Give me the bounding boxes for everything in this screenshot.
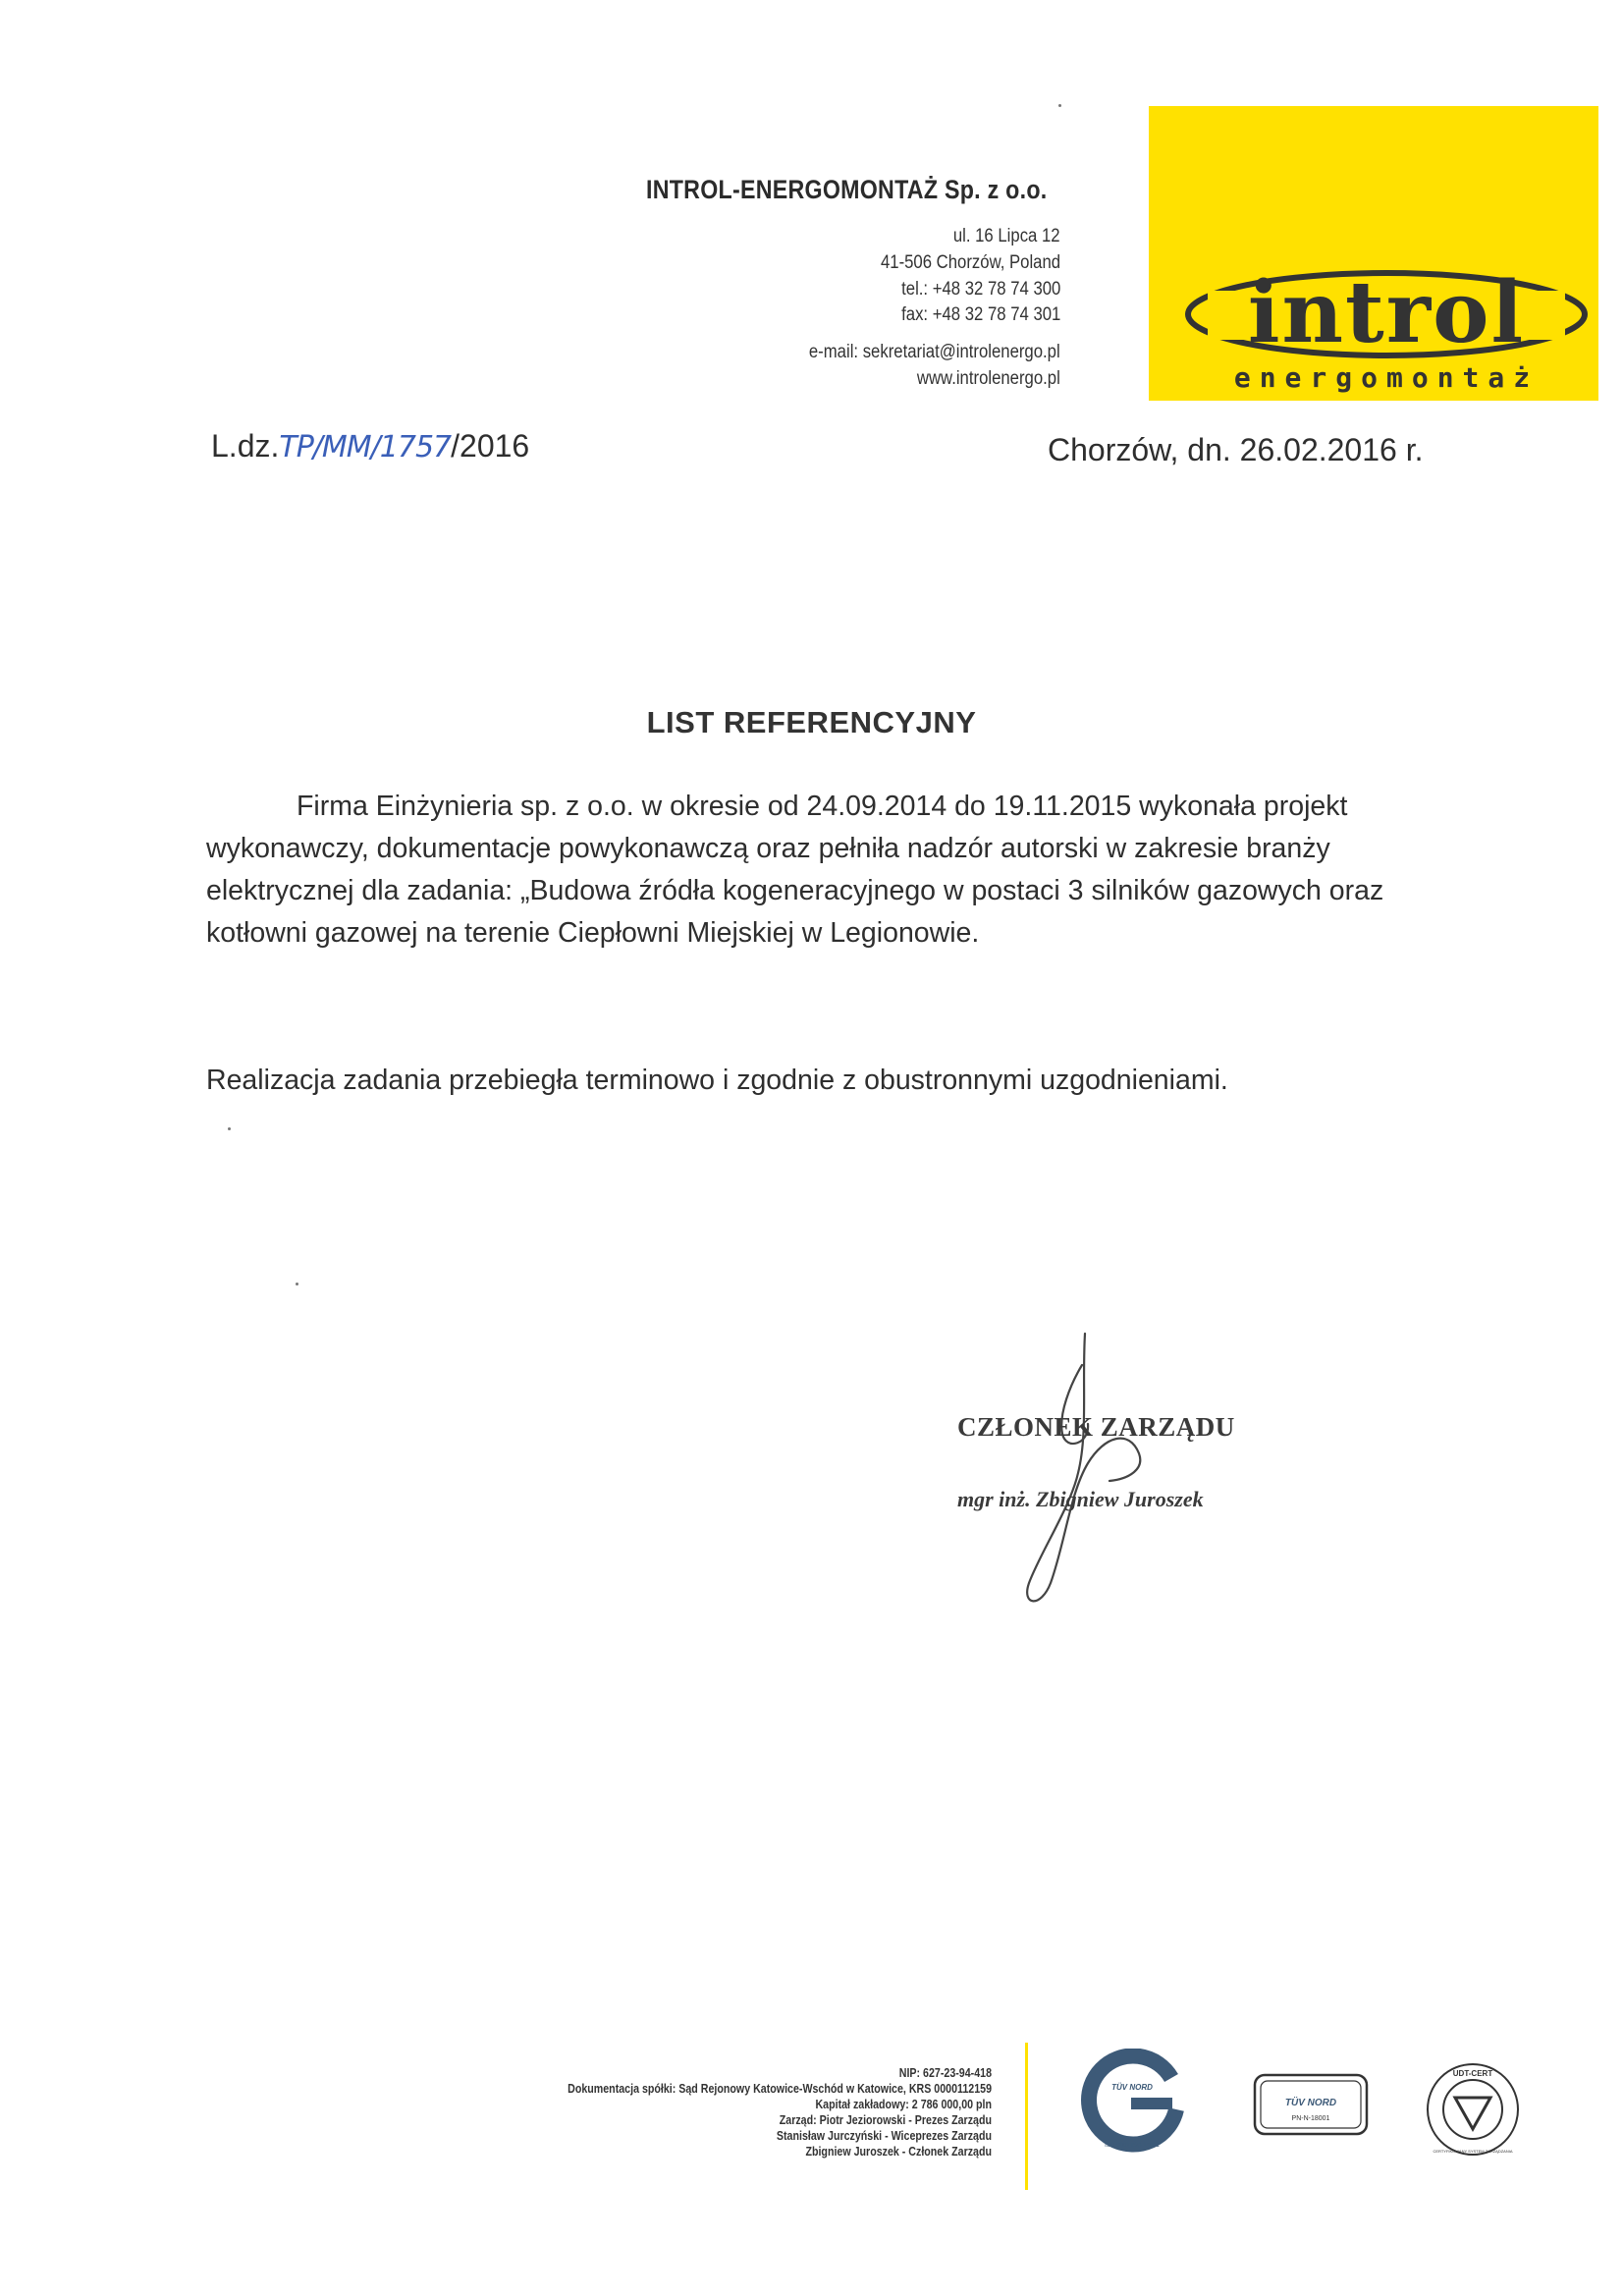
body-line: Firma Einżynieria sp. z o.o. w okresie od 24.09.2014 do 19.11.2015 wykonała projekt — [297, 791, 1348, 822]
signatory-role: CZŁONEK ZARZĄDU — [957, 1412, 1235, 1442]
company-email: e-mail: sekretariat@introlenergo.pl — [809, 342, 1060, 362]
footer-registry: Dokumentacja spółki: Sąd Rejonowy Katowice-Wschód w Katowice, KRS 0000112159 — [568, 2081, 992, 2096]
cert-1-label: TÜV NORD — [1111, 2083, 1153, 2092]
tuv-nord-certificate-icon — [1252, 2072, 1370, 2137]
reference-handwritten: TP/MM/1757 — [279, 430, 452, 465]
udt-cert-certificate-icon — [1424, 2060, 1522, 2159]
introl-logo — [1149, 106, 1598, 401]
reference-number — [211, 428, 529, 465]
svg-text:energomontaż: energomontaż — [1233, 361, 1540, 394]
footer-company-details — [484, 2065, 992, 2159]
cert-2-label: TÜV NORD — [1284, 2098, 1337, 2108]
company-website: www.introlenergo.pl — [917, 368, 1060, 389]
place-and-date: Chorzów, dn. 26.02.2016 r. — [1048, 432, 1424, 467]
body-line: kotłowni gazowej na terenie Ciepłowni Miejskiej w Legionowie. — [206, 917, 980, 949]
reference-suffix: /2016 — [451, 428, 530, 464]
body-line: elektrycznej dla zadania: „Budowa źródła kogeneracyjnego w postaci 3 silników gazowych oraz — [206, 875, 1384, 906]
closing-sentence: Realizacja zadania przebiegła terminowo i zgodnie z obustronnymi uzgodnieniami. — [206, 1065, 1228, 1096]
company-city: 41-506 Chorzów, Poland — [880, 252, 1060, 273]
footer-board-president: Zarząd: Piotr Jeziorowski - Prezes Zarządu — [779, 2112, 992, 2127]
cert-1-sub: ISO 9001 ISO 14001 — [1105, 2143, 1160, 2149]
reference-prefix: L.dz. — [211, 428, 280, 464]
scan-speck — [296, 1283, 298, 1285]
body-paragraph — [206, 786, 1443, 955]
introl-logo-icon — [1149, 106, 1598, 401]
footer-capital: Kapitał zakładowy: 2 786 000,00 pln — [815, 2097, 992, 2111]
footer-board-member: Zbigniew Juroszek - Członek Zarządu — [805, 2144, 992, 2159]
scan-speck — [228, 1127, 231, 1130]
document-title: LIST REFERENCYJNY — [646, 705, 977, 739]
cert-3-label: UDT-CERT — [1452, 2069, 1493, 2078]
signature-scribble — [972, 1326, 1227, 1620]
cert-3-sub: CERTYFIKOWANY SYSTEM ZARZĄDZANIA — [1433, 2149, 1513, 2154]
tuv-iso-certificate-icon — [1078, 2049, 1186, 2157]
svg-text:introl: introl — [1247, 263, 1526, 362]
footer-separator — [1025, 2043, 1028, 2190]
footer-nip: NIP: 627-23-94-418 — [898, 2065, 992, 2080]
company-name: INTROL-ENERGOMONTAŻ Sp. z o.o. — [646, 175, 1048, 204]
company-fax: fax: +48 32 78 74 301 — [900, 304, 1060, 325]
company-phone: tel.: +48 32 78 74 300 — [900, 279, 1060, 300]
company-street: ul. 16 Lipca 12 — [953, 226, 1060, 246]
cert-2-sub: PN-N-18001 — [1291, 2115, 1330, 2122]
body-line: wykonawczy, dokumentacje powykonawczą oraz pełniła nadzór autorski w zakresie branży — [206, 833, 1330, 864]
signatory-name: mgr inż. Zbigniew Juroszek — [957, 1487, 1204, 1511]
scan-speck — [1058, 104, 1061, 107]
footer-board-vice: Stanisław Jurczyński - Wiceprezes Zarządu — [776, 2128, 992, 2143]
